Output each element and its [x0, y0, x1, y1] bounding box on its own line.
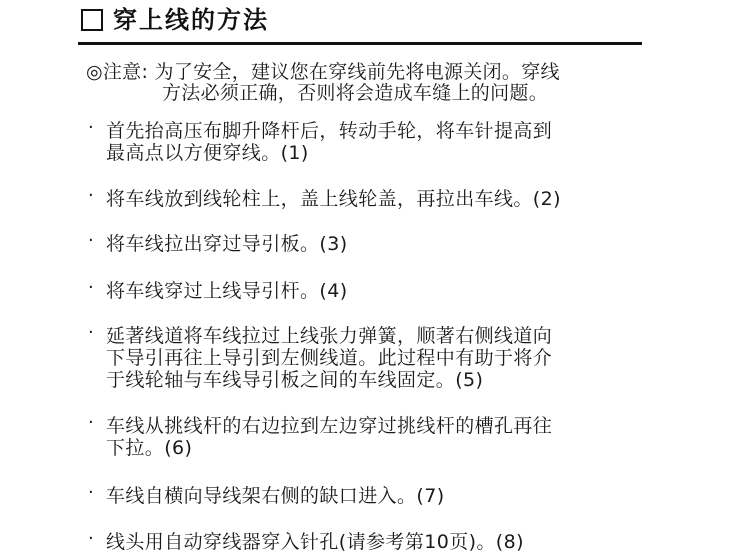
step-3-line-1: 将车线拉出穿过导引板。(3)	[106, 233, 348, 255]
bullet-dot-icon: ·	[88, 277, 95, 298]
note-line-2: 方法必须正确，否则将会造成车缝上的问题。	[162, 82, 549, 104]
note-line-1: ◎注意: 为了安全，建议您在穿线前先将电源关闭。穿线	[86, 61, 560, 83]
header-divider	[78, 42, 642, 45]
step-5-line-3: 于线轮轴与车线导引板之间的车线固定。(5)	[106, 369, 484, 391]
bullet-dot-icon: ·	[88, 482, 95, 503]
step-item-2	[88, 185, 648, 210]
step-1-line-1: 首先抬高压布脚升降杆后，转动手轮，将车针提高到	[106, 120, 553, 142]
bullet-dot-icon: ·	[88, 412, 95, 433]
bullet-dot-icon: ·	[88, 185, 95, 206]
step-5-line-2: 下导引再往上导引到左侧线道。此过程中有助于将介	[106, 347, 553, 369]
checkbox-square-icon	[81, 9, 103, 31]
step-6-line-2: 下拉。(6)	[106, 437, 193, 459]
step-item-7	[88, 482, 648, 507]
step-item-1	[88, 117, 648, 164]
step-1-line-2: 最高点以方便穿线。(1)	[106, 142, 309, 164]
step-item-6	[88, 412, 648, 459]
step-item-5	[88, 322, 648, 391]
step-7-line-1: 车线自横向导线架右侧的缺口进入。(7)	[106, 485, 445, 507]
step-item-3	[88, 230, 648, 255]
step-2-line-1: 将车线放到线轮柱上，盖上线轮盖，再拉出车线。(2)	[106, 188, 561, 210]
bullet-dot-icon: ·	[88, 230, 95, 251]
step-8-line-1: 线头用自动穿线器穿入针孔(请参考第10页)。(8)	[106, 531, 524, 553]
safety-note	[86, 62, 646, 104]
threading-steps-list	[88, 117, 648, 553]
section-header	[81, 6, 269, 34]
bullet-dot-icon: ·	[88, 117, 95, 138]
step-5-line-1: 延著线道将车线拉过上线张力弹簧，顺著右侧线道向	[106, 325, 553, 347]
step-4-line-1: 将车线穿过上线导引杆。(4)	[106, 280, 348, 302]
bullet-dot-icon: ·	[88, 322, 95, 343]
bullet-dot-icon: ·	[88, 528, 95, 549]
section-title: 穿上线的方法	[113, 6, 269, 34]
step-item-8	[88, 528, 648, 553]
step-6-line-1: 车线从挑线杆的右边拉到左边穿过挑线杆的槽孔再往	[106, 415, 553, 437]
step-item-4	[88, 277, 648, 302]
